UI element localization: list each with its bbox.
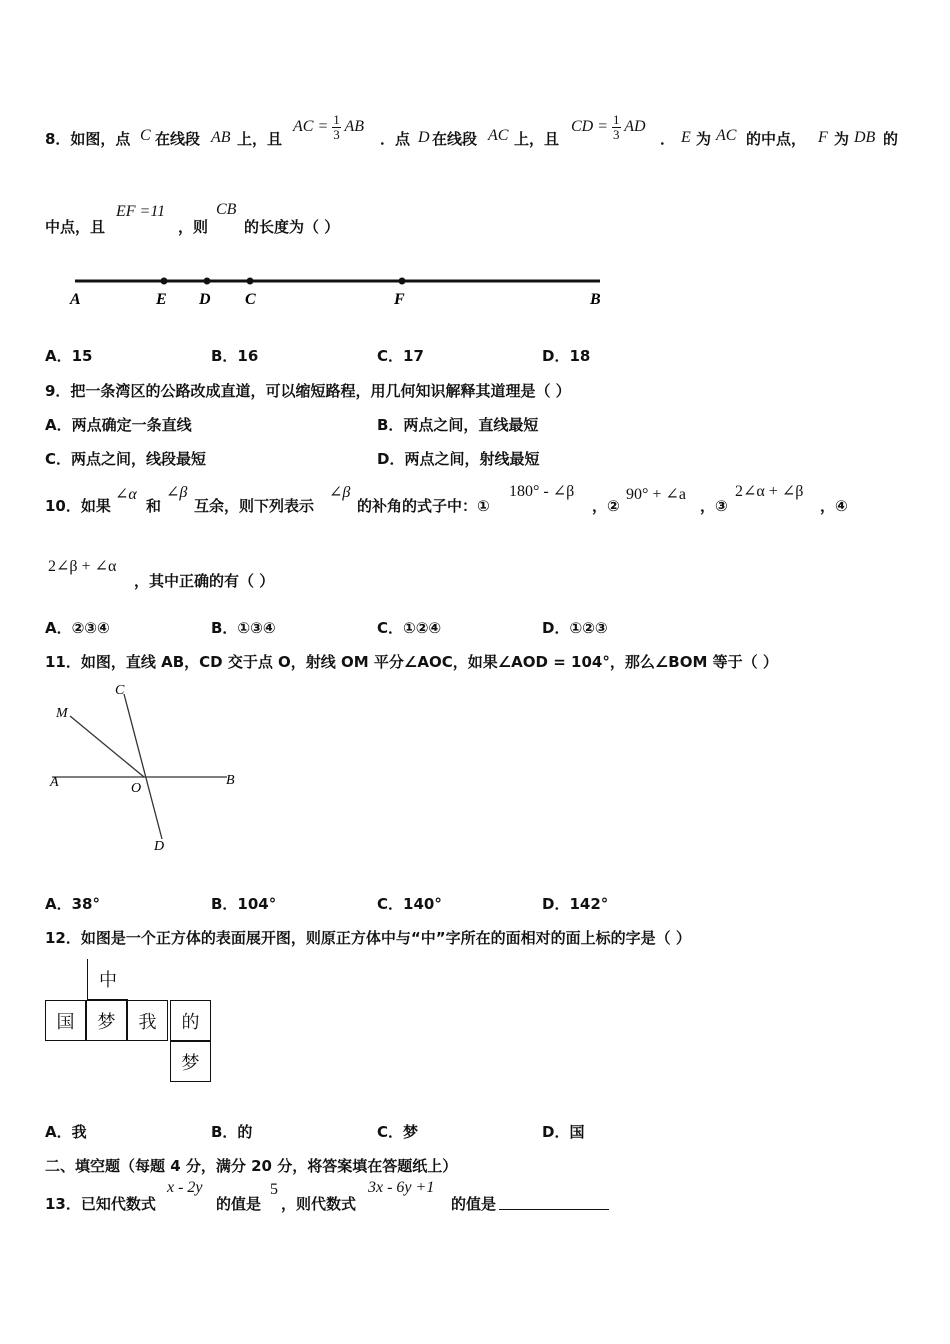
fraction-num: 1 xyxy=(333,112,340,127)
q8-text: ． xyxy=(660,130,676,148)
q8-var: C xyxy=(140,127,151,144)
q8-text: 上，且 xyxy=(237,130,283,148)
q10-text: 互余，则下列表示 xyxy=(194,497,315,515)
q10-text: ，④ xyxy=(820,497,848,515)
label-M: M xyxy=(56,706,68,721)
point-F-dot xyxy=(399,278,406,285)
option-a[interactable]: A．我 xyxy=(45,1123,87,1141)
option-c[interactable]: C．140° xyxy=(377,895,442,913)
fraction-den: 3 xyxy=(333,127,340,142)
fraction xyxy=(332,113,341,142)
q8-segment-figure xyxy=(60,268,620,312)
option-d[interactable]: D．两点之间，射线最短 xyxy=(377,450,540,468)
q8-text: 8．如图，点 xyxy=(45,130,131,148)
option-a[interactable]: A．②③④ xyxy=(45,619,110,637)
eq-lhs: AC = xyxy=(293,118,329,136)
q12-stem: 12．如图是一个正方体的表面展开图，则原正方体中与“中”字所在的面相对的面上标的字是（ ） xyxy=(45,929,691,947)
label-E: E xyxy=(156,291,167,308)
q13-text: ，则代数式 xyxy=(281,1195,357,1213)
q8-text: ，则 xyxy=(178,218,209,236)
eq-rhs: AB xyxy=(344,118,365,136)
label-D: D xyxy=(154,839,165,854)
option-d[interactable]: D．18 xyxy=(542,347,591,365)
q13-expr-1: x - 2y xyxy=(167,1179,203,1196)
q11-stem: 11．如图，直线 AB，CD 交于点 O，射线 OM 平分∠AOC，如果∠AOD = 104°，那么∠BOM 等于（ ） xyxy=(45,653,778,671)
point-D-dot xyxy=(204,278,211,285)
q10-text: 10．如果 xyxy=(45,497,111,515)
net-cell-meng-2: 梦 xyxy=(170,1041,211,1082)
net-cell-meng: 梦 xyxy=(86,1000,127,1041)
q8-var: AC xyxy=(488,127,509,144)
option-b[interactable]: B．16 xyxy=(211,347,259,365)
q10-text: 的补角的式子中：① xyxy=(357,497,490,515)
option-c[interactable]: C．梦 xyxy=(377,1123,419,1141)
q10-text: ，② xyxy=(592,497,620,515)
option-a[interactable]: A．38° xyxy=(45,895,100,913)
q8-var: AC xyxy=(716,127,737,144)
q10-text: ，③ xyxy=(700,497,728,515)
q11-angle-figure xyxy=(44,680,254,860)
q10-var: ∠β xyxy=(166,484,188,501)
q8-var: DB xyxy=(854,129,876,146)
option-a[interactable]: A．两点确定一条直线 xyxy=(45,416,192,434)
option-c[interactable]: C．两点之间，线段最短 xyxy=(45,450,207,468)
q13-text: 的值是 xyxy=(451,1195,497,1213)
q13-text: 13．已知代数式 xyxy=(45,1195,156,1213)
q13-text: 的值是 xyxy=(216,1195,262,1213)
q8-text: 为 xyxy=(696,130,712,148)
section-title: 二、填空题（每题 4 分，满分 20 分，将答案填在答题纸上） xyxy=(45,1157,458,1175)
option-a[interactable]: A．15 xyxy=(45,347,93,365)
q8-var: D xyxy=(418,129,430,146)
option-d[interactable]: D．142° xyxy=(542,895,609,913)
q8-text: 上，且 xyxy=(514,130,560,148)
option-c[interactable]: C．17 xyxy=(377,347,424,365)
option-b[interactable]: B．①③④ xyxy=(211,619,276,637)
fraction xyxy=(612,113,621,142)
q10-var: ∠β xyxy=(329,484,351,501)
q8-text: 在线段 xyxy=(432,130,478,148)
q10-expr-1: 180° - ∠β xyxy=(509,483,575,500)
q10-expr-2: 90° + ∠a xyxy=(626,486,686,503)
label-B: B xyxy=(226,773,235,788)
q8-var: CB xyxy=(216,201,237,218)
q13-expr-2: 3x - 6y +1 xyxy=(368,1179,435,1196)
net-cell-zhong: 中 xyxy=(87,959,128,1000)
fraction-den: 3 xyxy=(613,127,620,142)
q8-text: 中点，且 xyxy=(45,218,106,236)
q8-text: 的 xyxy=(883,130,899,148)
ray-OM xyxy=(70,716,144,777)
q8-equation xyxy=(293,113,364,142)
q10-text: 和 xyxy=(146,497,162,515)
option-b[interactable]: B．104° xyxy=(211,895,277,913)
label-A: A xyxy=(50,775,59,790)
point-C-dot xyxy=(247,278,254,285)
q8-var: AB xyxy=(211,129,231,146)
point-E-dot xyxy=(161,278,168,285)
label-A: A xyxy=(70,291,81,308)
q8-var: E xyxy=(681,129,691,146)
q8-var: F xyxy=(818,129,828,146)
option-b[interactable]: B．两点之间，直线最短 xyxy=(377,416,539,434)
eq-lhs: CD = xyxy=(571,118,609,136)
option-b[interactable]: B．的 xyxy=(211,1123,253,1141)
label-O: O xyxy=(131,781,142,796)
q13-value: 5 xyxy=(270,1181,278,1198)
q8-text: 的中点， xyxy=(746,130,807,148)
label-C: C xyxy=(245,291,256,308)
option-d[interactable]: D．国 xyxy=(542,1123,585,1141)
q10-text: ，其中正确的有（ ） xyxy=(134,572,275,590)
q8-text: 为 xyxy=(834,130,850,148)
label-B: B xyxy=(590,291,601,308)
q8-equation: EF =11 xyxy=(116,203,166,220)
net-cell-guo: 国 xyxy=(45,1000,86,1041)
label-C: C xyxy=(115,683,125,698)
label-D: D xyxy=(199,291,211,308)
q10-expr-4: 2∠β + ∠α xyxy=(48,558,117,575)
q10-expr-3: 2∠α + ∠β xyxy=(735,483,804,500)
q10-var: ∠α xyxy=(115,486,137,503)
eq-rhs: AD xyxy=(624,118,646,136)
q8-equation xyxy=(571,113,646,142)
fraction-num: 1 xyxy=(613,112,620,127)
q8-text: ．点 xyxy=(380,130,411,148)
option-c[interactable]: C．①②④ xyxy=(377,619,442,637)
q8-text: 在线段 xyxy=(155,130,201,148)
line-CD xyxy=(124,694,162,839)
option-d[interactable]: D．①②③ xyxy=(542,619,608,637)
label-F: F xyxy=(394,291,405,308)
q9-stem: 9．把一条湾区的公路改成直道，可以缩短路程，用几何知识解释其道理是（ ） xyxy=(45,382,571,400)
q8-text: 的长度为（ ） xyxy=(244,218,340,236)
net-cell-de: 的 xyxy=(170,1000,211,1041)
net-cell-wo: 我 xyxy=(127,1000,168,1041)
answer-blank[interactable] xyxy=(499,1193,609,1210)
